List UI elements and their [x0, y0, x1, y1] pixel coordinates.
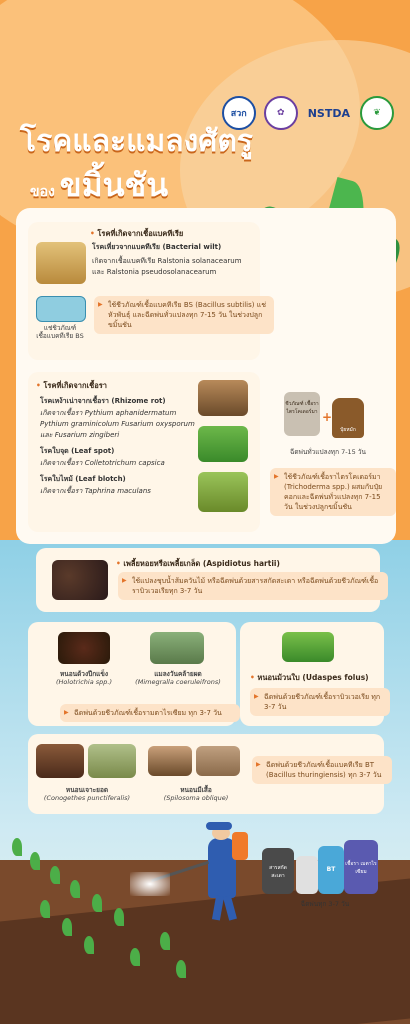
- mealybug-photo: [52, 560, 108, 600]
- leaf-spot-name: โรคใบจุด (Leaf spot): [40, 447, 115, 455]
- logo-3: NSTDA: [307, 106, 350, 120]
- beetles-treatment: ▶ ฉีดพ่นด้วยชีวภัณฑ์เชื้อรามตาไรเซียม ทุก 3-7 วัน: [60, 704, 240, 722]
- fly-photo: [150, 632, 204, 664]
- bacteria-disease-name: โรคเหี่ยวจากแบคทีเรีย (Bacterial wilt): [92, 243, 222, 251]
- tiger-moth-label: หนอนมีเสื้อ (Spilosoma oblique): [163, 786, 229, 802]
- leaf-blotch-name: โรคใบไหม้ (Leaf blotch): [40, 475, 126, 483]
- borers-treatment: ▶ ฉีดพ่นด้วยชีวภัณฑ์เชื้อแบคทีเรีย BT (Bacillus thuringiensis) ทุก 3-7 วัน: [252, 756, 392, 784]
- leaf-roller-photo: [282, 632, 334, 662]
- compost-pile-icon: ปุ๋ยหมัก: [332, 398, 364, 438]
- moth-photo: [196, 746, 240, 776]
- logo-4-leaf-icon: ❦: [360, 96, 394, 130]
- fly-label: แมลงวันคล้ายผด (Mimegralla coeruleifrons): [135, 670, 221, 686]
- shoot-borer-photo-1: [36, 744, 84, 778]
- leaf-spot-cause: เกิดจากเชื้อรา Colletotrichum capsica: [40, 459, 165, 467]
- title-main: ขมิ้นชัน: [59, 166, 169, 204]
- plus-icon: +: [322, 410, 333, 424]
- caterpillar-photo-1: [148, 746, 192, 776]
- jug-label-2: BT: [326, 866, 336, 873]
- leaf-roller-treatment: ▶ ฉีดพ่นด้วยชีวภัณฑ์เชื้อราบิวเวอเรีย ทุก 3-7 วัน: [250, 688, 390, 716]
- bacteria-heading: • โรคที่เกิดจากเชื้อแบคทีเรีย: [90, 228, 183, 240]
- mealybug-treatment: ▶ ใช้แปลงชุบน้ำส้มควันไม้ หรือฉีดพ่นด้วยสารสกัดสะเดา หรือฉีดพ่นด้วยชีวภัณฑ์เชื้อราบิวเวอเรียทุก 3-7 วัน: [118, 572, 388, 600]
- shoot-borer-label: หนอนเจาะยอด (Conogethes punctiferalis): [43, 786, 131, 802]
- trichoderma-bag-icon: ชีวภัณฑ์ เชื้อรา ไตรโคเดอร์มา: [284, 392, 320, 436]
- beetle-label: หนอนด้วงปีกแข็ง (Holotrichia spp.): [56, 670, 112, 686]
- title-line2: ของ ขมิ้นชัน: [30, 166, 169, 204]
- mealybug-heading: • เพลี้ยหอยหรือเพลี้ยเกล็ด (Aspidiotus hartii): [116, 558, 280, 570]
- soak-basin-icon: [36, 296, 86, 322]
- rhizome-rot-cause-2: Pythium graminicolum Fusarium oxysporum: [40, 420, 195, 428]
- soak-label: แช่ชิวภัณฑ์ เชื้อแบคทีเรีย BS: [36, 324, 84, 340]
- rhizome-rot-cause-3: และ Fusarium zingiberi: [40, 431, 120, 439]
- logo-2-seal-icon: ✿: [264, 96, 298, 130]
- beetle-photo: [58, 632, 110, 664]
- leaf-blotch-cause: เกิดจากเชื้อรา Taphrina maculans: [40, 487, 151, 495]
- shoot-borer-photo-2: [88, 744, 136, 778]
- page-title: [20, 124, 253, 211]
- bacteria-cause-1: เกิดจากเชื้อแบคทีเรีย Ralstonia solanacearum: [92, 257, 242, 265]
- leaf-spot-photo: [198, 426, 248, 462]
- jug-label-1: สารสกัด สะเดา: [269, 865, 287, 879]
- bottom-spray-note: ฉีดพ่นทุก 3-7 วัน: [300, 900, 350, 908]
- rhizome-rot-photo: [198, 380, 248, 416]
- bacteria-cause-2: และ Ralstonia pseudosolanacearum: [92, 268, 217, 276]
- title-line1: โรคและแมลงศัตรู: [20, 124, 253, 159]
- fungus-treatment: ▶ ใช้ชีวภัณฑ์เชื้อราไตรโคเดอร์มา (Trichoderma spp.) ผสมกับปุ๋ยคอกและฉีดพ่นทั่วแปลงทุก 7-15 วัน ในช่วงปลูกขมิ้นชัน: [270, 468, 396, 516]
- fungus-heading: • โรคที่เกิดจากเชื้อรา: [36, 380, 107, 392]
- rhizome-rot-cause-1: เกิดจากเชื้อรา Pythium aphanidermatum: [40, 409, 177, 417]
- wilted-rhizome-photo: [36, 242, 86, 284]
- logo-1: สวก: [222, 96, 256, 130]
- spray-interval-note: ฉีดพ่นทั่วแปลงทุก 7-15 วัน: [290, 448, 366, 456]
- leaf-blotch-photo: [198, 472, 248, 512]
- rhizome-rot-name: โรคเหง้าเน่าจากเชื้อรา (Rhizome rot): [40, 397, 166, 405]
- bacteria-treatment: ▶ ใช้ชีวภัณฑ์เชื้อแบคทีเรีย BS (Bacillus subtilis) แช่หัวพันธุ์ และฉีดพ่นทั่วแปลงทุก 7-15 วัน ในช่วงปลูกขมิ้นชัน: [94, 296, 274, 334]
- jug-label-3: เชื้อรา เมตาไรเซียม: [345, 861, 377, 875]
- leaf-roller-name: • หนอนม้วนใบ (Udaspes folus): [250, 672, 369, 684]
